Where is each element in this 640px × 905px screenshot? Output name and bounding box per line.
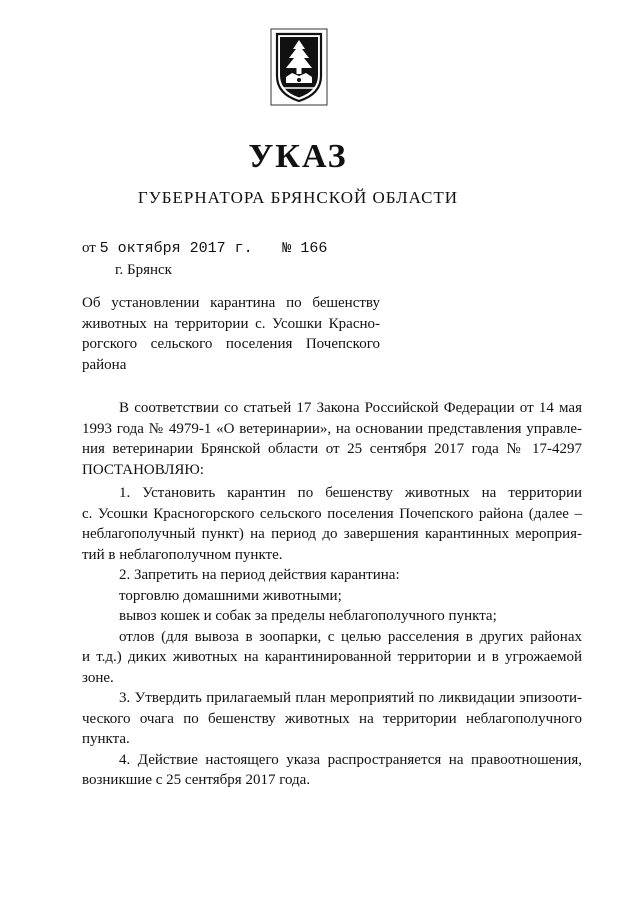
bryansk-coat-of-arms-icon [270, 28, 328, 106]
decree-date: 5 октября 2017 г. [99, 240, 253, 257]
preamble-line: ния ветеринарии Брянской области от 25 сентября 2017 года № 17-4297 [82, 441, 582, 457]
item-3 [82, 688, 582, 750]
item-line: с. Усошки Красногорского сельского поселения Почепского района (далее – [82, 505, 582, 522]
item-line: 2. Запретить на период действия карантина: [119, 567, 400, 583]
item-line: тий в неблагополучном пункте. [82, 546, 283, 563]
item-line: неблагополучный пункт) на период до завершения карантинных мероприя- [82, 526, 582, 542]
item-line: 3. Утвердить прилагаемый план мероприятий по ликвидации эпизооти- [119, 690, 582, 706]
date-number-line [82, 240, 327, 257]
item-line: вывоз кошек и собак за пределы неблагополучного пункта; [119, 608, 497, 624]
item-line: пункта. [82, 731, 130, 747]
item-line: отлов (для вывоза в зоопарки, с целью расселения в других районах [119, 628, 582, 645]
subject-line: Об установлении карантина по бешенству [82, 295, 380, 311]
subject-line: района [82, 356, 127, 373]
item-line: и т.д.) диких животных на карантинированной территории и в угрожаемой [82, 649, 582, 665]
item-2-sub-2 [82, 606, 582, 627]
item-2-sub-1 [82, 586, 582, 607]
item-4 [82, 750, 582, 791]
item-line: торговлю домашними животными; [119, 587, 342, 604]
preamble-line: В соответствии со статьей 17 Закона Российской Федерации от 14 мая [119, 400, 582, 416]
decree-items [82, 483, 582, 791]
preamble-line: 1993 года № 4979-1 «О ветеринарии», на основании представления управле- [82, 420, 582, 437]
decree-number: № 166 [282, 240, 328, 257]
item-line: возникшие с 25 сентября 2017 года. [82, 772, 311, 788]
item-2 [82, 565, 582, 586]
preamble [82, 398, 582, 480]
subject-line: рогского сельского поселения Почепского [82, 336, 380, 352]
subject-line: животных на территории с. Усошки Красно- [82, 315, 380, 332]
item-line: 1. Установить карантин по бешенству животных на территории [119, 485, 582, 501]
decree-subject [82, 293, 380, 375]
item-line: 4. Действие настоящего указа распространяется на правоотношения, [119, 751, 582, 768]
item-1 [82, 483, 582, 565]
item-line: зоне. [82, 669, 114, 686]
resolve-word: ПОСТАНОВЛЯЮ: [82, 461, 204, 478]
item-2-sub-3 [82, 627, 582, 689]
issuer-title: ГУБЕРНАТОРА БРЯНСКОЙ ОБЛАСТИ [137, 188, 459, 207]
document-title: УКАЗ [248, 138, 348, 175]
date-prefix: от [82, 240, 96, 256]
issue-city: г. Брянск [115, 262, 172, 278]
item-line: ческого очага по бешенству животных на территории неблагополучного [82, 710, 582, 727]
